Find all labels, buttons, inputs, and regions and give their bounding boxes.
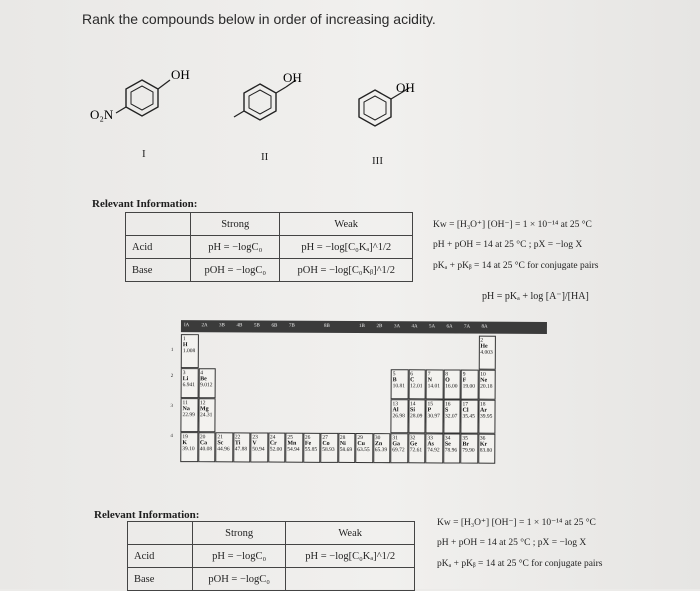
element-symbol: H [182, 342, 188, 349]
henderson-hasselbalch-equation: pH = pKₐ + log [A⁻]/[HA] [482, 291, 589, 302]
atomic-mass: 28.09 [409, 413, 423, 420]
atomic-number: 27 [322, 434, 328, 441]
element-cell [461, 370, 479, 400]
element-symbol: N [427, 377, 433, 384]
atomic-number: 19 [182, 434, 188, 441]
compound-1-oh-label: OH [171, 67, 190, 82]
atomic-mass: 10.81 [392, 383, 406, 390]
atomic-number: 15 [427, 401, 434, 408]
element-symbol: He [480, 343, 488, 350]
compound-2-oh-label: OH [283, 70, 302, 85]
atomic-mass: 58.69 [339, 446, 353, 453]
group-label: 8B [323, 323, 330, 329]
atomic-mass: 14.01 [427, 383, 441, 390]
element-cell [268, 433, 286, 463]
element-cell [391, 369, 409, 399]
atomic-number: 13 [392, 401, 399, 408]
acid-strong-formula: pH = −logC₀ [193, 545, 286, 568]
element-symbol: S [445, 407, 449, 414]
group-label: 1B [358, 324, 365, 330]
atomic-mass: 6.941 [182, 382, 196, 389]
element-cell [443, 399, 461, 433]
atomic-number: 18 [480, 401, 486, 408]
element-symbol: Ga [392, 441, 401, 448]
atomic-mass: 35.45 [462, 413, 475, 420]
group-label: 6B [271, 323, 278, 329]
relevant-info-heading-2: Relevant Information: [94, 509, 200, 521]
relevant-info-heading-1: Relevant Information: [92, 198, 198, 210]
element-symbol: Be [200, 376, 207, 383]
acid-weak-formula: pH = −log[C₀Kₐ]^1/2 [280, 236, 413, 259]
element-cell [426, 369, 444, 399]
atomic-number: 22 [234, 434, 241, 441]
atomic-number: 34 [444, 435, 451, 442]
element-cell [390, 399, 408, 433]
element-symbol: C [410, 377, 415, 384]
base-weak-formula: pOH = −log[C₀Kᵦ]^1/2 [280, 259, 413, 282]
element-symbol: F [462, 377, 467, 384]
element-cell [198, 398, 216, 432]
atomic-number: 30 [374, 435, 381, 442]
element-symbol: Li [182, 376, 189, 383]
base-row-label: Base [126, 259, 191, 282]
atomic-mass: 22.99 [182, 412, 195, 419]
atomic-number: 11 [182, 400, 188, 407]
atomic-mass: 52.00 [269, 446, 283, 453]
element-symbol: Zn [374, 441, 383, 448]
atomic-number: 23 [252, 434, 258, 441]
atomic-number: 5 [392, 371, 396, 378]
element-symbol: Ca [199, 440, 208, 447]
atomic-mass: 19.00 [462, 383, 476, 390]
group-label: 4A [411, 324, 418, 330]
element-symbol: P [427, 407, 432, 414]
atomic-number: 8 [445, 371, 448, 378]
element-symbol: Na [182, 406, 190, 413]
acid-weak-formula: pH = −log[C₀Kₐ]^1/2 [286, 545, 415, 568]
periodic-table [162, 318, 547, 470]
strong-header: Strong [193, 522, 286, 545]
element-cell [320, 433, 338, 463]
atomic-mass: 79.90 [462, 447, 475, 454]
element-cell [408, 433, 426, 463]
group-label: 4B [236, 323, 243, 329]
atomic-number: 16 [445, 401, 451, 408]
pka-pkb-equation: pKₐ + pKᵦ = 14 at 25 °C for conjugate pairs [433, 261, 599, 271]
element-symbol: Mg [200, 406, 209, 413]
element-symbol: Si [410, 407, 416, 414]
group-label: 6A [446, 324, 453, 330]
compound-3-structure [345, 72, 435, 142]
atomic-number: 26 [304, 434, 311, 441]
element-symbol: Kr [479, 441, 488, 448]
element-cell [215, 432, 233, 462]
element-cell [233, 432, 251, 462]
element-cell [478, 370, 496, 400]
compound-2-structure [220, 62, 320, 132]
compound-1-no2-label: O₂N [90, 107, 114, 122]
atomic-number: 17 [462, 401, 469, 408]
element-cell [338, 433, 356, 463]
atomic-mass: 9.012 [200, 382, 213, 389]
element-cell [180, 398, 198, 432]
atomic-mass: 47.88 [234, 446, 248, 453]
atomic-mass: 69.72 [392, 447, 405, 454]
atomic-number: 1 [182, 336, 186, 343]
element-symbol: O [445, 377, 450, 384]
element-cell [443, 369, 461, 399]
element-cell [408, 369, 426, 399]
element-symbol: Ar [480, 407, 488, 414]
element-symbol: Cu [357, 441, 366, 448]
atomic-number: 20 [199, 434, 206, 441]
atomic-number: 21 [217, 434, 223, 441]
element-cell [443, 433, 461, 463]
atomic-number: 25 [287, 434, 293, 441]
blank-corner [128, 522, 193, 545]
base-strong-formula: pOH = −logC₀ [191, 259, 280, 282]
atomic-mass: 1.008 [182, 348, 196, 355]
group-label: 5B [253, 323, 260, 329]
element-symbol: Ne [480, 377, 488, 384]
element-symbol: B [392, 377, 397, 384]
group-label: 2B [376, 324, 383, 330]
weak-header: Weak [280, 213, 413, 236]
compound-1-numeral: I [142, 148, 146, 160]
element-symbol: Cl [462, 407, 469, 414]
element-symbol: K [182, 440, 188, 447]
group-label: 3B [218, 323, 225, 329]
element-cell [198, 368, 216, 398]
period-label: 1 [170, 348, 174, 354]
period-label: 4 [170, 434, 173, 440]
element-symbol: Se [444, 441, 451, 448]
atomic-mass: 16.00 [445, 383, 458, 390]
atomic-mass: 12.01 [410, 383, 423, 390]
element-symbol: Al [392, 407, 399, 414]
atomic-number: 36 [479, 435, 486, 442]
group-label: 7B [288, 323, 295, 329]
element-symbol: Ge [409, 441, 418, 448]
atomic-number: 14 [410, 401, 416, 408]
atomic-number: 12 [200, 400, 206, 407]
atomic-number: 33 [427, 435, 433, 442]
atomic-mass: 39.10 [182, 446, 195, 453]
question-text: Rank the compounds below in order of increasing acidity. [82, 11, 436, 27]
atomic-mass: 39.95 [479, 413, 493, 420]
atomic-mass: 30.97 [427, 413, 440, 420]
element-cell [460, 434, 478, 464]
atomic-mass: 78.96 [444, 447, 458, 454]
element-cell [478, 400, 496, 434]
compound-2-numeral: II [261, 151, 269, 163]
atomic-number: 3 [182, 370, 186, 377]
atomic-number: 29 [357, 435, 363, 442]
atomic-number: 6 [410, 371, 413, 378]
atomic-mass: 4.003 [480, 349, 493, 356]
base-weak-formula [286, 568, 415, 591]
acid-strong-formula: pH = −logC₀ [191, 236, 280, 259]
group-label: 8A [481, 324, 488, 330]
element-cell [303, 433, 321, 463]
formula-table-2 [127, 521, 415, 591]
atomic-mass: 63.55 [357, 447, 370, 454]
element-cell [181, 334, 199, 368]
element-symbol: Br [462, 441, 470, 448]
group-label: 7A [463, 324, 471, 330]
atomic-mass: 72.61 [409, 447, 423, 454]
acid-row-label: Acid [126, 236, 191, 259]
element-cell [285, 433, 303, 463]
element-symbol: Cr [269, 440, 277, 447]
element-symbol: As [427, 441, 435, 448]
atomic-mass: 74.92 [427, 447, 440, 454]
formula-table-1 [125, 212, 413, 282]
compound-3-oh-label: OH [396, 80, 415, 95]
atomic-mass: 58.93 [322, 446, 335, 453]
element-cell [478, 434, 496, 464]
element-cell [250, 432, 268, 462]
atomic-number: 2 [480, 337, 484, 344]
atomic-number: 31 [392, 435, 398, 442]
kw-equation: Kw = [H₃O⁺] [OH⁻] = 1 × 10⁻¹⁴ at 25 °C [433, 220, 592, 230]
acid-row-label: Acid [128, 545, 193, 568]
atomic-mass: 83.80 [479, 447, 493, 454]
element-symbol: Ni [339, 440, 346, 447]
weak-header: Weak [286, 522, 415, 545]
ph-poh-equation-2: pH + pOH = 14 at 25 °C ; pX = −log X [437, 538, 587, 548]
group-label: 2A [201, 323, 208, 329]
atomic-number: 10 [480, 371, 486, 378]
element-cell [408, 399, 426, 433]
pka-pkb-equation-2: pKₐ + pKᵦ = 14 at 25 °C for conjugate pairs [437, 559, 603, 569]
period-label: 2 [170, 374, 174, 380]
atomic-number: 35 [462, 435, 468, 442]
element-cell [198, 432, 216, 462]
element-cell [390, 433, 408, 463]
element-cell [425, 433, 443, 463]
element-cell [373, 433, 391, 463]
atomic-number: 4 [200, 370, 203, 377]
atomic-mass: 54.94 [287, 446, 300, 453]
base-strong-formula: pOH = −logC₀ [193, 568, 286, 591]
ph-poh-equation: pH + pOH = 14 at 25 °C ; pX = −log X [433, 240, 583, 250]
element-symbol: Sc [217, 440, 224, 447]
kw-equation-2: Kw = [H₃O⁺] [OH⁻] = 1 × 10⁻¹⁴ at 25 °C [437, 518, 596, 528]
blank-corner [126, 213, 191, 236]
element-symbol: V [252, 440, 257, 447]
atomic-mass: 20.18 [480, 383, 493, 390]
element-symbol: Ti [234, 440, 241, 447]
element-symbol: Fe [304, 440, 312, 447]
atomic-number: 7 [427, 371, 431, 378]
atomic-mass: 24.31 [199, 412, 213, 419]
atomic-number: 9 [462, 371, 466, 378]
strong-header: Strong [191, 213, 280, 236]
atomic-number: 28 [339, 434, 346, 441]
element-cell [478, 336, 496, 370]
atomic-mass: 26.98 [392, 413, 405, 420]
group-label: 5A [428, 324, 436, 330]
element-cell [460, 400, 478, 434]
base-row-label: Base [128, 568, 193, 591]
period-label: 3 [170, 404, 174, 410]
atomic-mass: 50.94 [252, 446, 265, 453]
atomic-mass: 65.39 [374, 447, 388, 454]
element-symbol: Mn [287, 440, 297, 447]
group-label: IA [183, 323, 190, 329]
compound-3-numeral: III [372, 155, 383, 167]
element-cell [180, 432, 198, 462]
atomic-number: 24 [269, 434, 276, 441]
atomic-mass: 32.07 [444, 413, 458, 420]
atomic-mass: 55.85 [304, 446, 318, 453]
atomic-mass: 40.08 [199, 446, 213, 453]
element-cell [425, 399, 443, 433]
element-symbol: Co [322, 440, 330, 447]
atomic-mass: 44.96 [217, 446, 230, 453]
atomic-number: 32 [409, 435, 416, 442]
element-cell [181, 368, 199, 398]
group-label: 3A [393, 324, 401, 330]
element-cell [355, 433, 373, 463]
